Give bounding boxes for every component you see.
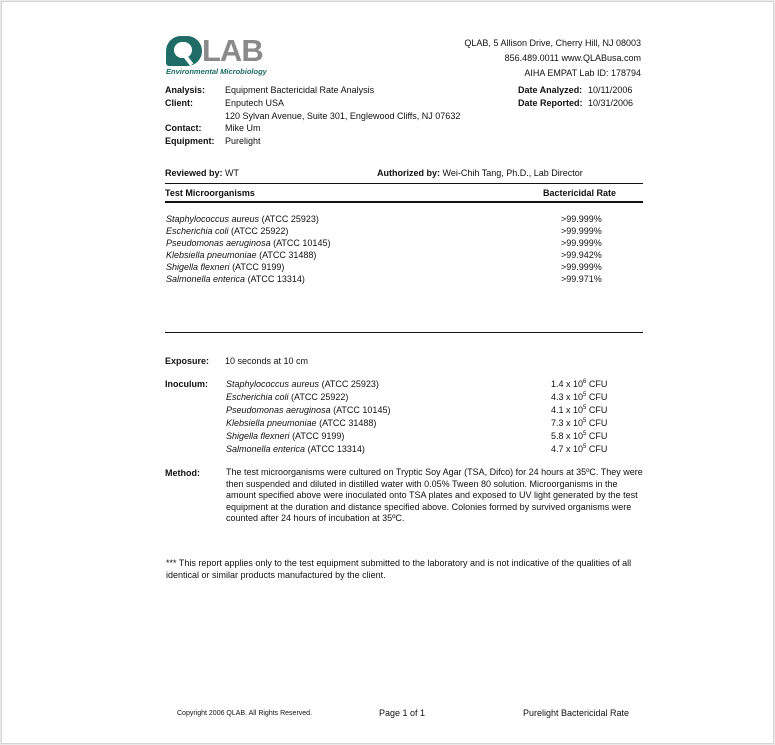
strain: (ATCC 10145): [273, 238, 331, 248]
unit: CFU: [588, 392, 608, 402]
species: Staphylococcus aureus: [226, 379, 320, 389]
rule-bottom: [165, 332, 643, 333]
lab-address-block: [464, 36, 641, 81]
count: 1.4 x 10: [551, 379, 584, 389]
rate: >99.999%: [561, 226, 602, 236]
footer-doc-title: Purelight Bactericidal Rate: [523, 708, 630, 718]
date-reported-label: Date Reported:: [518, 98, 583, 108]
report-page: [1, 1, 774, 744]
species: Pseudomonas aeruginosa: [166, 238, 271, 248]
rate: >99.942%: [561, 250, 602, 260]
strain: (ATCC 9199): [232, 262, 285, 272]
method-text: The test microorganisms were cultured on Tryptic Soy Agar (TSA, Difco) for 24 hours at 35ºC. They were then suspended and diluted in distilled water with 0.05% Tween 80 solution. Microorganisms in the amount specified above were inoculated onto TSA plates and exposed to UV light generated by the test equipment at the duration and distance specified above. Colonies formed by survived organisms were counted after 24 hours of incubation at 35ºC.: [226, 467, 643, 523]
species: Staphylococcus aureus: [166, 214, 260, 224]
client-address: 120 Sylvan Avenue, Suite 301, Englewood Cliffs, NJ 07632: [225, 111, 461, 121]
method-label: Method:: [165, 468, 200, 478]
exponent: 5: [583, 444, 587, 450]
reviewed-label: Reviewed by:: [165, 168, 223, 178]
count: 4.7 x 10: [551, 444, 584, 454]
authorized-label: Authorized by:: [377, 168, 440, 178]
unit: CFU: [588, 431, 608, 441]
unit: CFU: [588, 405, 608, 415]
count: 5.8 x 10: [551, 431, 584, 441]
footer-copyright: Copyright 2006 QLAB. All Rights Reserved.: [177, 710, 313, 717]
table-row: [166, 237, 643, 249]
client-label: Client:: [165, 98, 193, 108]
species: Shigella flexneri: [226, 431, 290, 441]
unit: CFU: [588, 418, 608, 428]
rate: >99.971%: [561, 274, 602, 284]
date-analyzed-label: Date Analyzed:: [518, 85, 583, 95]
unit: CFU: [588, 444, 608, 454]
exponent: 5: [583, 418, 587, 424]
authorized-value: Wei-Chih Tang, Ph.D., Lab Director: [442, 168, 583, 178]
contact-label: Contact:: [165, 123, 202, 133]
reviewed-value: WT: [225, 168, 240, 178]
exposure-label: Exposure:: [165, 356, 210, 366]
exposure-value: 10 seconds at 10 cm: [225, 356, 309, 366]
lab-id: AIHA EMPAT Lab ID: 178794: [524, 68, 641, 78]
count: 4.3 x 10: [551, 392, 584, 402]
strain: (ATCC 31488): [259, 250, 317, 260]
species: Salmonella enterica: [166, 274, 246, 284]
authorized-by: [377, 167, 583, 179]
species: Shigella flexneri: [166, 262, 230, 272]
strain: (ATCC 25922): [291, 392, 349, 402]
species: Klebsiella pneumoniae: [226, 418, 317, 428]
species: Salmonella enterica: [226, 444, 306, 454]
species: Pseudomonas aeruginosa: [226, 405, 331, 415]
equipment-label: Equipment:: [165, 136, 215, 146]
list-item: [226, 417, 646, 429]
rate: >99.999%: [561, 214, 602, 224]
species: Klebsiella pneumoniae: [166, 250, 257, 260]
qlab-logo: [166, 33, 278, 78]
date-analyzed-value: 10/11/2006: [588, 85, 633, 95]
reviewed-by: [165, 167, 239, 179]
species: Escherichia coli: [226, 392, 289, 402]
list-item: [226, 404, 646, 416]
table-row: [166, 261, 643, 273]
rule-top: [165, 183, 643, 184]
list-item: [226, 378, 646, 390]
footer-page-number: Page 1 of 1: [379, 708, 426, 718]
inoculum-label: Inoculum:: [165, 379, 208, 389]
exponent: 6: [583, 379, 587, 385]
strain: (ATCC 9199): [292, 431, 345, 441]
strain: (ATCC 10145): [333, 405, 391, 415]
rate: >99.999%: [561, 262, 602, 272]
list-item: [226, 430, 646, 442]
list-item: [226, 391, 646, 403]
unit: CFU: [588, 379, 608, 389]
exponent: 5: [583, 431, 587, 437]
table-row: [166, 225, 643, 237]
strain: (ATCC 25923): [321, 379, 379, 389]
rate: >99.999%: [561, 238, 602, 248]
strain: (ATCC 31488): [319, 418, 377, 428]
analysis-value: Equipment Bactericidal Rate Analysis: [225, 85, 375, 95]
table-row: [166, 213, 643, 225]
logo-subtitle: Environmental Microbiology: [166, 67, 267, 76]
client-name: Enputech USA: [225, 98, 285, 108]
exponent: 5: [583, 392, 587, 398]
table-row: [166, 249, 643, 261]
strain: (ATCC 13314): [247, 274, 305, 284]
lab-contact: 856.489.0011 www.QLABusa.com: [504, 53, 641, 63]
logo-wordmark: LAB: [202, 33, 263, 68]
analysis-label: Analysis:: [165, 85, 206, 95]
logo-q-mark-icon: [166, 36, 202, 66]
date-reported-value: 10/31/2006: [588, 98, 634, 108]
exponent: 5: [583, 405, 587, 411]
contact-value: Mike Um: [225, 123, 261, 133]
equipment-value: Purelight: [225, 136, 261, 146]
list-item: [226, 443, 646, 455]
count: 4.1 x 10: [551, 405, 584, 415]
col-test-microorganisms: Test Microorganisms: [165, 188, 255, 198]
species: Escherichia coli: [166, 226, 229, 236]
strain: (ATCC 25922): [231, 226, 289, 236]
lab-address: QLAB, 5 Allison Drive, Cherry Hill, NJ 08003: [464, 38, 641, 48]
count: 7.3 x 10: [551, 418, 584, 428]
disclaimer-note: *** This report applies only to the test equipment submitted to the laboratory and is not indicative of the qualities of all identical or similar products manufactured by the client.: [166, 558, 632, 580]
rule-header: [165, 201, 643, 203]
strain: (ATCC 25923): [261, 214, 319, 224]
strain: (ATCC 13314): [307, 444, 365, 454]
table-row: [166, 273, 643, 285]
col-bactericidal-rate: Bactericidal Rate: [543, 188, 617, 198]
